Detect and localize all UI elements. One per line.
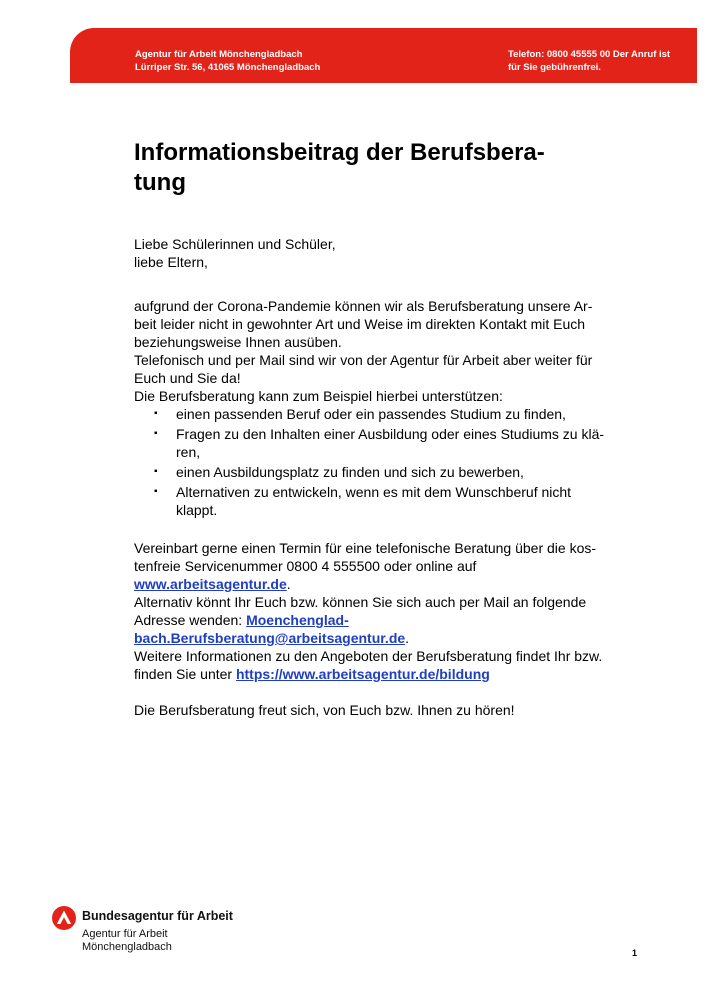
intro-line2: beit leider nicht in gewohnter Art und Weise im direkten Kontakt mit Euch (134, 316, 586, 332)
list-item (134, 463, 612, 481)
list-item-line1: Fragen zu den Inhalten einer Ausbildung oder eines Studiums zu klä- (176, 426, 605, 442)
list-item (134, 425, 612, 461)
letter-body (134, 235, 612, 719)
email-prefix: Adresse wenden: (134, 612, 247, 628)
appointment-paragraph (134, 539, 612, 593)
closing-line: Die Berufsberatung freut sich, von Euch bzw. Ihnen zu hören! (134, 702, 515, 718)
page-title-line2: tung (134, 169, 186, 196)
bullet-icon: ▪ (154, 466, 158, 477)
info-prefix: finden Sie unter (134, 666, 236, 682)
logo-sub-line1: Agentur für Arbeit (82, 928, 168, 940)
email-line1: Alternativ könnt Ihr Euch bzw. können Sie sich auch per Mail an folgende (134, 594, 587, 610)
email-link-part2[interactable]: bach.Berufsberatung@arbeitsagentur.de (134, 630, 406, 646)
list-item (134, 483, 612, 519)
list-item-line1: einen Ausbildungsplatz zu finden und sich zu bewerben, (176, 464, 524, 480)
page-title-line1: Informationsbeitrag der Berufsbera- (134, 139, 545, 166)
period: . (286, 576, 291, 592)
logo-subtitle (82, 928, 172, 954)
logo-sub-line2: Mönchengladbach (82, 941, 172, 953)
bullet-icon: ▪ (154, 486, 158, 497)
header-address (135, 48, 320, 74)
support-list (134, 405, 612, 519)
info-paragraph (134, 647, 612, 683)
agency-logo-icon (52, 906, 76, 930)
header-phone-line1: Telefon: 0800 45555 00 Der Anruf ist (508, 49, 671, 60)
logo-name: Bundesagentur für Arbeit (82, 909, 233, 923)
greeting-line2: liebe Eltern, (134, 254, 208, 270)
website-link[interactable]: www.arbeitsagentur.de (134, 576, 287, 592)
page-number: 1 (632, 948, 638, 958)
email-paragraph (134, 593, 612, 647)
bildung-link[interactable]: https://www.arbeitsagentur.de/bildung (235, 666, 490, 682)
header-bar (70, 28, 697, 83)
header-address-line2: Lürriper Str. 56, 41065 Mönchengladbach (135, 62, 321, 73)
list-item-line2: klappt. (176, 502, 218, 518)
bullet-icon: ▪ (154, 408, 158, 419)
header-address-line1: Agentur für Arbeit Mönchengladbach (135, 49, 303, 60)
period: . (405, 630, 410, 646)
intro-line1: aufgrund der Corona-Pandemie können wir als Berufsberatung unsere Ar- (134, 298, 593, 314)
list-item-line2: ren, (176, 444, 201, 460)
email-link-part1[interactable]: Moenchenglad- (246, 612, 349, 628)
appointment-line2: tenfreie Servicenummer 0800 4 555500 oder online auf (134, 558, 477, 574)
intro-paragraph (134, 297, 612, 351)
greeting-line1: Liebe Schülerinnen und Schüler, (134, 236, 336, 252)
list-item-line1: Alternativen zu entwickeln, wenn es mit dem Wunschberuf nicht (176, 484, 572, 500)
appointment-line1: Vereinbart gerne einen Termin für eine telefonische Beratung über die kos- (134, 540, 597, 556)
list-item-line1: einen passenden Beruf oder ein passendes Studium zu finden, (176, 406, 566, 422)
support-intro: Die Berufsberatung kann zum Beispiel hierbei unterstützen: (134, 388, 503, 404)
info-line1: Weitere Informationen zu den Angeboten der Berufsberatung findet Ihr bzw. (134, 648, 603, 664)
header-phone (508, 48, 670, 74)
intro-line3: beziehungsweise Ihnen ausüben. (134, 334, 342, 350)
list-item (134, 405, 612, 423)
header-phone-line2: für Sie gebührenfrei. (508, 62, 601, 73)
contact-paragraph (134, 351, 612, 387)
contact-line1: Telefonisch und per Mail sind wir von der Agentur für Arbeit aber weiter für (134, 352, 593, 368)
page-title (134, 138, 614, 198)
contact-line2: Euch und Sie da! (134, 370, 241, 386)
bullet-icon: ▪ (154, 428, 158, 439)
